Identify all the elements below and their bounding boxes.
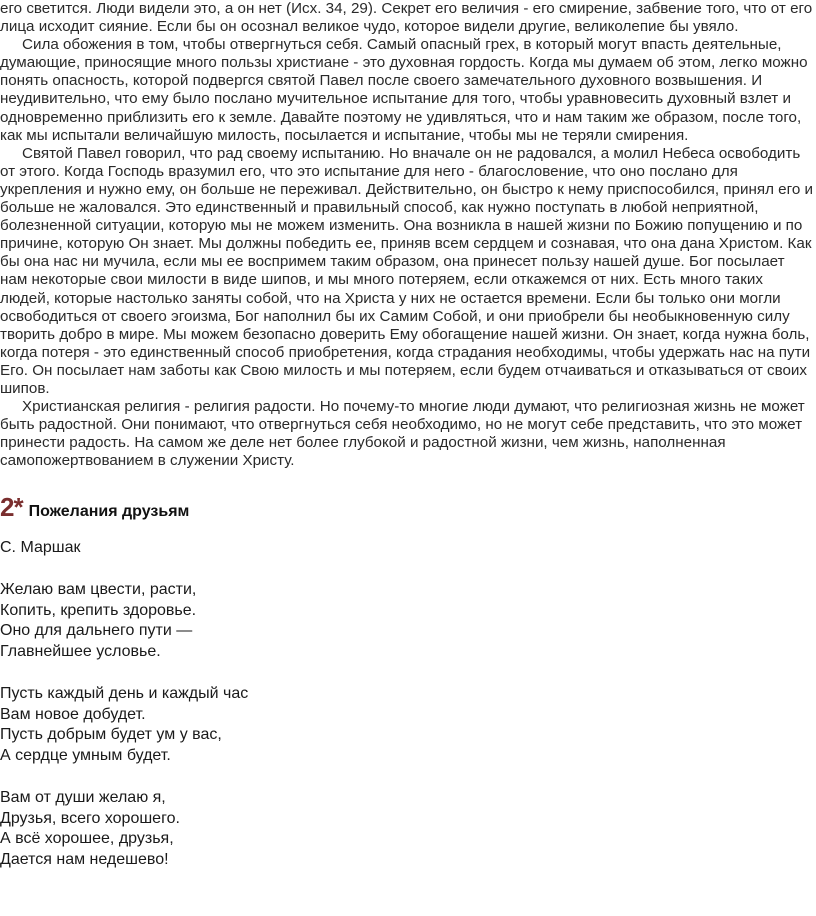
poem-line: Дается нам недешево! xyxy=(0,850,169,868)
paragraph-text: Сила обожения в том, чтобы отвергнуться себя. Самый опасный грех, в который могут впасть деятельные, думающие, приносящие много пользы христиане - это духовная гордость. Когда мы думаем об этом, легко можно понять опасность, которой подвергся святой Павел после своего замечательного духовного возвышения. И неудивительно, что ему было послано мучительное испытание для того, чтобы уравновесить духовный взлет и одновременно приблизить его к земле. Давайте поэтому не удивляться, что и нам таким же образом, после того, как мы испытали величайшую милость, посылается и испытание, чтобы мы не теряли смирения. xyxy=(0,36,808,144)
section-heading xyxy=(0,492,816,522)
poem-stanza-2 xyxy=(0,684,816,766)
paragraph-4 xyxy=(0,398,814,470)
poem-line: Друзья, всего хорошего. xyxy=(0,809,180,827)
paragraph-1 xyxy=(0,0,814,36)
paragraph-text: его светится. Люди видели это, а он нет (Исх. 34, 29). Секрет его величия - его смирение, забвение того, что от его лица исходит сияние. Если бы он осознал великое чудо, которое видели другие, великолепие бы увяло. xyxy=(0,0,813,36)
poem-line: Желаю вам цвести, расти, xyxy=(0,581,197,599)
poem-line: Оно для дальнего пути — xyxy=(0,622,193,640)
poem-line: А всё хорошее, друзья, xyxy=(0,830,174,848)
poem-author: С. Маршак xyxy=(0,539,81,557)
poem-stanza-1 xyxy=(0,580,816,662)
paragraph-3 xyxy=(0,145,814,398)
section-title: Пожелания друзьям xyxy=(28,503,190,521)
poem-line: Главнейшее условье. xyxy=(0,642,161,660)
poem-line: Копить, крепить здоровье. xyxy=(0,601,197,619)
poem-line: Пусть каждый день и каждый час xyxy=(0,685,249,703)
poem-line: А сердце умным будет. xyxy=(0,746,171,764)
poem-line: Пусть добрым будет ум у вас, xyxy=(0,726,222,744)
section-number: 2* xyxy=(0,492,23,523)
poem-stanza-3 xyxy=(0,788,816,870)
paragraph-2 xyxy=(0,36,814,145)
paragraph-text: Христианская религия - религия радости. Но почему-то многие люди думают, что религиозная жизнь не может быть радостной. Они понимают, что отвергнуться себя необходимо, но не могут себе представить, что это может принести радость. На самом же деле нет более глубокой и радостной жизни, чем жизнь, наполненная самопожертвованием в служении Христу. xyxy=(0,398,805,470)
paragraph-text: Святой Павел говорил, что рад своему испытанию. Но вначале он не радовался, а молил Небеса освободить от этого. Когда Господь вразумил его, что это испытание для него - благословение, что оно послано для укрепления и нужно ему, он больше не переживал. Действительно, он быстро к нему приспособился, принял его и больше не жаловался. Это единственный и правильный способ, как нужно поступать в любой неприятной, болезненной ситуации, которую мы не можем изменить. Она возникла в нашей жизни по Божию попущению и по причине, которую Он знает. Мы должны победить ее, приняв всем сердцем и сознавая, что она дана Христом. Как бы она нас ни мучила, если мы ее воспримем таким образом, она принесет пользу нашей душе. Бог посылает нам некоторые свои милости в виде шипов, и мы много потеряем, если откажемся от них. Есть много таких людей, которые настолько заняты собой, что на Христа у них не остается времени. Если бы только они могли освободиться от своего эгоизма, Бог наполнил бы их Самим Собой, и они приобрели бы необыкновенную силу творить добро в мире. Мы можем безопасно доверить Ему обогащение нашей жизни. Он знает, когда нужна боль, когда потеря - это единственный способ приобретения, когда страдания необходимы, чтобы удержать нас на пути Его. Он посылает нам заботы как Свою милость и мы потеряем, если будем отчаиваться и отказываться от своих шипов. xyxy=(0,144,813,397)
poem-line: Вам новое добудет. xyxy=(0,705,146,723)
poem-line: Вам от души желаю я, xyxy=(0,789,166,807)
